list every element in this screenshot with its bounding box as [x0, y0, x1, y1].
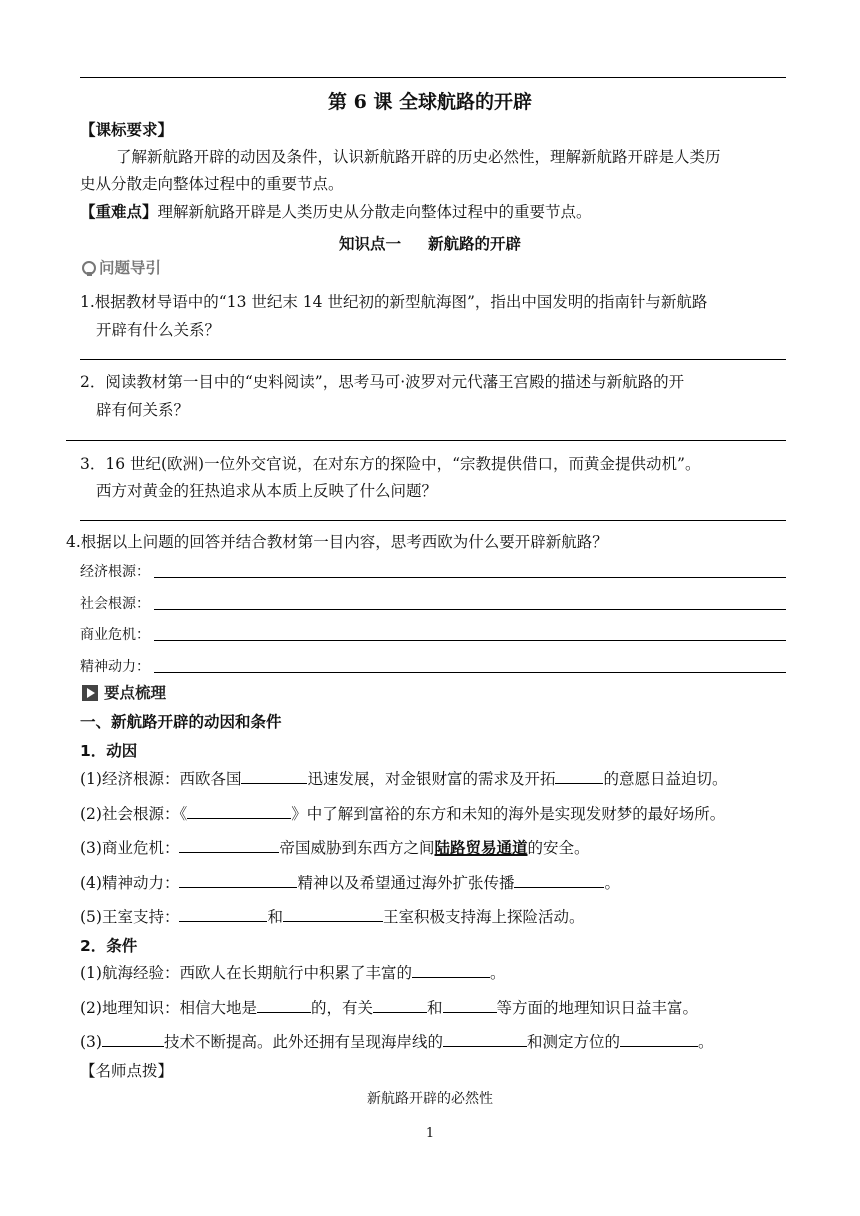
- blank[interactable]: [102, 1032, 164, 1047]
- text: 和: [267, 908, 283, 926]
- page-number: 1: [425, 1126, 435, 1141]
- question-guide-heading: [82, 256, 161, 278]
- blank[interactable]: [179, 873, 297, 888]
- blank[interactable]: [443, 1032, 527, 1047]
- fill-label-social: 社会根源：: [80, 596, 150, 612]
- motive-2: [80, 802, 725, 824]
- blank[interactable]: [514, 873, 604, 888]
- blank[interactable]: [443, 998, 497, 1013]
- text: 和测定方位的: [526, 1033, 620, 1051]
- question-2-line-1: 2．阅读教材第一目中的“史料阅读”，思考马可·波罗对元代藩王宫殿的描述与新航路的开: [80, 373, 685, 391]
- text: (1)航海经验：西欧人在长期航行中积累了丰富的: [80, 964, 412, 982]
- fill-row-economic[interactable]: [80, 561, 786, 583]
- subheading-conditions: 2．条件: [80, 937, 138, 955]
- fill-row-commercial[interactable]: [80, 624, 786, 646]
- subheading-motives: 1．动因: [80, 742, 138, 760]
- question-1-line-1: 1.根据教材导语中的“13 世纪末 14 世纪初的新型航海图”，指出中国发明的指南针与新航路: [80, 293, 708, 311]
- text: (5)王室支持：: [80, 908, 180, 926]
- blank[interactable]: [179, 838, 279, 853]
- text: (2)社会根源：《: [80, 805, 188, 823]
- text: 帝国威胁到东西方之间: [279, 839, 435, 857]
- fill-row-social[interactable]: [80, 593, 786, 615]
- blank[interactable]: [373, 998, 427, 1013]
- necessity-title: 新航路开辟的必然性: [367, 1091, 493, 1107]
- blank[interactable]: [555, 769, 603, 784]
- text: 技术不断提高。此外还拥有呈现海岸线的: [163, 1033, 443, 1051]
- fill-line[interactable]: [154, 609, 786, 610]
- fill-label-commercial: 商业危机：: [80, 627, 150, 643]
- text: 等方面的地理知识日益丰富。: [496, 999, 699, 1017]
- knowledge-point-heading: 知识点一 新航路的开辟: [339, 234, 521, 253]
- summary-heading: [82, 681, 166, 703]
- emphasis-text: 陆路贸易通道: [434, 838, 528, 857]
- curriculum-text-1: 了解新航路开辟的动因及条件，认识新航路开辟的历史必然性，理解新航路开辟是人类历: [116, 148, 721, 166]
- text: 迅速发展，对金银财富的需求及开拓: [307, 770, 556, 788]
- motive-5: [80, 905, 585, 927]
- page-title: 第 6 课 全球航路的开辟: [327, 91, 533, 113]
- question-3-line-2: 西方对黄金的狂热追求从本质上反映了什么问题？: [96, 482, 438, 500]
- fill-label-spiritual: 精神动力：: [80, 659, 150, 675]
- text: (3)商业危机：: [80, 839, 180, 857]
- fill-line[interactable]: [154, 672, 786, 673]
- curriculum-label: 【课标要求】: [80, 120, 174, 139]
- motive-1: [80, 767, 728, 789]
- text: (3): [80, 1033, 102, 1051]
- key-point-text: 理解新航路开辟是人类历史从分散走向整体过程中的重要节点。: [157, 203, 592, 221]
- text: 精神以及希望通过海外扩张传播: [297, 874, 515, 892]
- text: 。: [489, 964, 506, 982]
- condition-1: [80, 961, 505, 983]
- blank[interactable]: [241, 769, 307, 784]
- blank[interactable]: [412, 963, 490, 978]
- text: 的，有关: [310, 999, 373, 1017]
- blank[interactable]: [620, 1032, 698, 1047]
- fill-line[interactable]: [154, 577, 786, 578]
- key-point-label: 【重难点】: [80, 202, 158, 221]
- summary-title: 要点梳理: [104, 684, 167, 702]
- play-icon: [82, 685, 98, 701]
- top-rule: [80, 77, 786, 78]
- motive-3: [80, 836, 590, 858]
- text: 。: [698, 1033, 714, 1051]
- key-point: [80, 200, 592, 222]
- blank[interactable]: [179, 907, 267, 922]
- question-1-line-2: 开辟有什么关系？: [96, 321, 221, 339]
- motive-4: [80, 871, 620, 893]
- section-1-heading: 一、新航路开辟的动因和条件: [80, 713, 282, 731]
- question-icon: [82, 261, 96, 275]
- teacher-tip-label: 【名师点拨】: [80, 1062, 174, 1080]
- question-4: 4.根据以上问题的回答并结合教材第一目内容，思考西欧为什么要开辟新航路？: [66, 533, 608, 551]
- question-guide-label: 问题导引: [99, 259, 162, 277]
- text: (2)地理知识：相信大地是: [80, 999, 257, 1017]
- question-3-line-1: 3．16 世纪(欧洲)一位外交官说，在对东方的探险中，“宗教提供借口，而黄金提供动机”。: [80, 455, 701, 473]
- fill-line[interactable]: [154, 640, 786, 641]
- text: 。: [604, 874, 620, 892]
- blank[interactable]: [283, 907, 383, 922]
- answer-line-2[interactable]: [66, 440, 786, 441]
- text: 王室积极支持海上探险活动。: [382, 908, 585, 926]
- fill-label-economic: 经济根源：: [80, 564, 150, 580]
- fill-row-spiritual[interactable]: [80, 656, 786, 678]
- blank[interactable]: [187, 804, 291, 819]
- text: 的安全。: [527, 839, 590, 857]
- text: (1)经济根源：西欧各国: [80, 770, 242, 788]
- answer-line-1[interactable]: [80, 359, 786, 360]
- text: (4)精神动力：: [80, 874, 180, 892]
- blank[interactable]: [257, 998, 311, 1013]
- condition-2: [80, 996, 698, 1018]
- text: 和: [426, 999, 443, 1017]
- curriculum-text-2: 史从分散走向整体过程中的重要节点。: [80, 175, 344, 193]
- answer-line-3[interactable]: [80, 520, 786, 521]
- condition-3: [80, 1030, 714, 1052]
- text: 的意愿日益迫切。: [603, 770, 728, 788]
- question-2-line-2: 辟有何关系？: [96, 401, 190, 419]
- text: 》中了解到富裕的东方和未知的海外是实现发财梦的最好场所。: [291, 805, 726, 823]
